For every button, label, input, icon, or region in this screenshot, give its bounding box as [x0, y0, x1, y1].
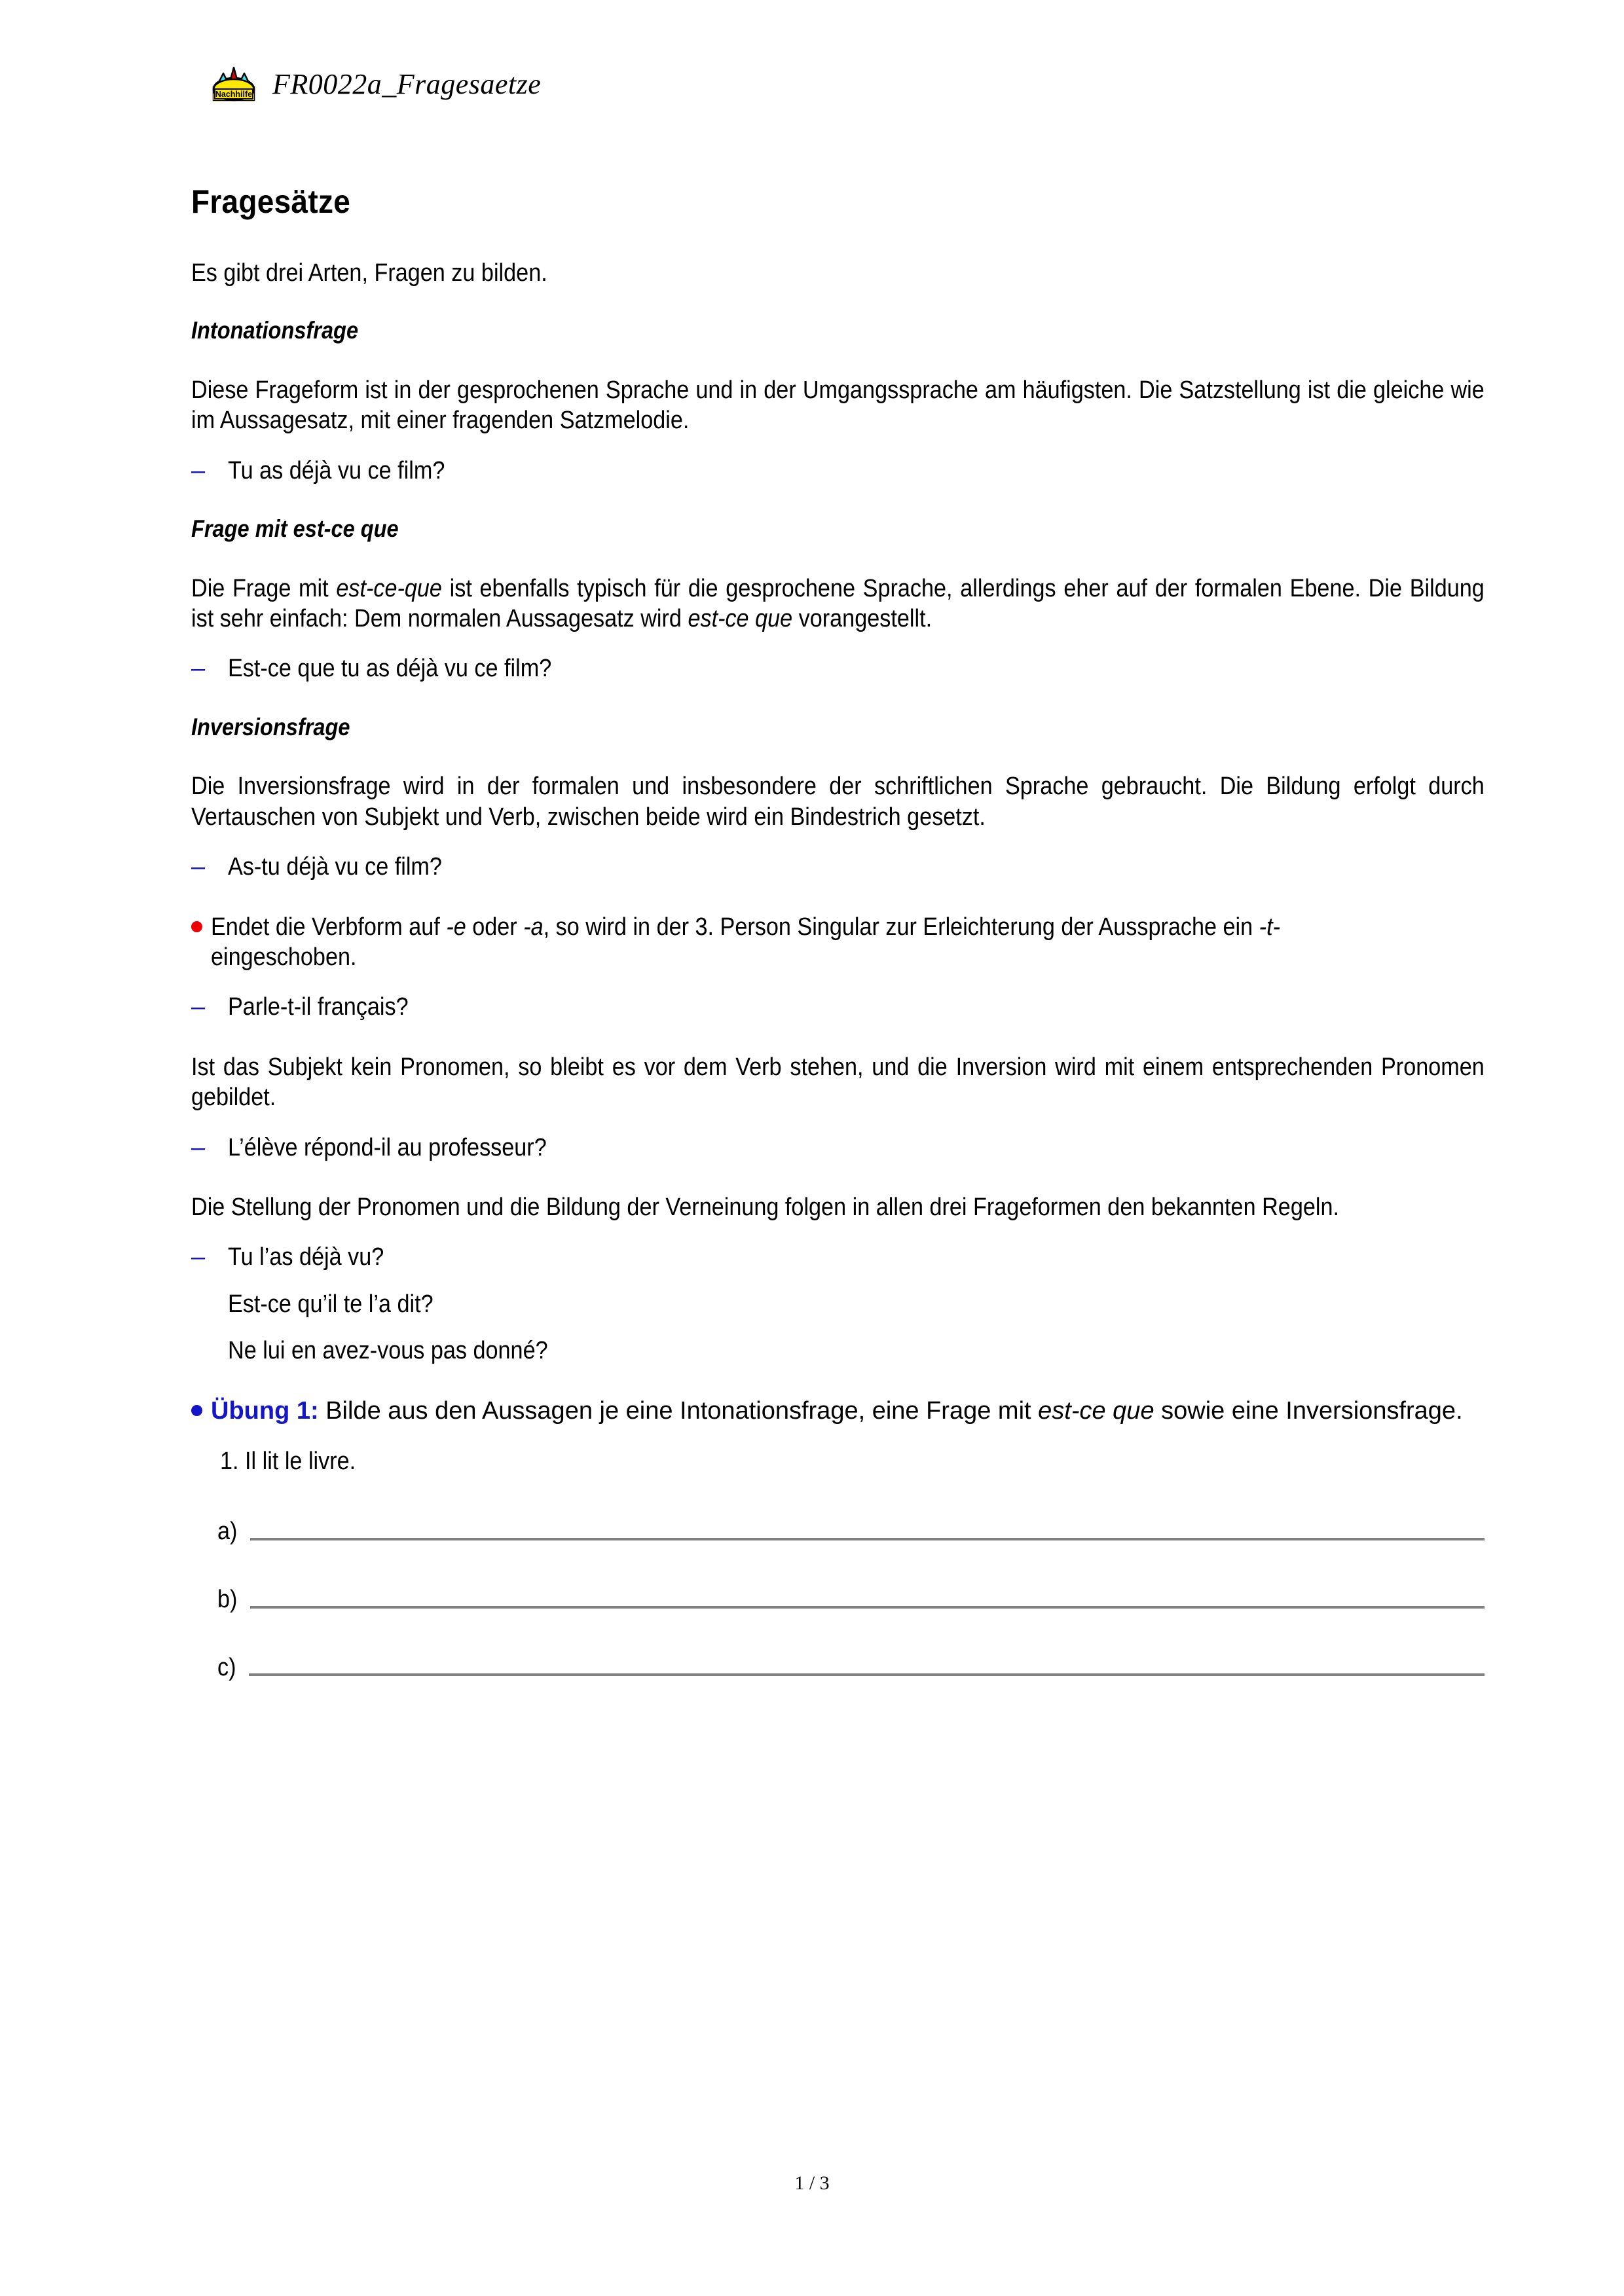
example-list-item [191, 653, 1485, 685]
exercise-question-text: 1. Il lit le livre. [220, 1448, 356, 1476]
answer-row-b[interactable] [217, 1586, 1485, 1614]
rule-segment: eingeschoben. [211, 943, 357, 972]
dash-marker-icon: – [191, 993, 206, 1021]
example-continuation [228, 1289, 1485, 1321]
nachhilfe-logo-icon [210, 63, 258, 105]
paragraph-intonationsfrage: Diese Frageform ist in der gesprochenen Sprache und in der Umgangssprache am häufigsten. Die Satzstellung ist die gleiche wie im Aussagesatz, mit einer fragenden Satzmelodie. [191, 376, 1485, 435]
paragraph-est-ce-que [191, 574, 1485, 634]
document-header-title: FR0022a_Fragesaetze [272, 67, 542, 100]
heading-frage-mit-est-ce-que: Frage mit est-ce que [191, 515, 399, 543]
dash-marker-icon: – [191, 655, 206, 683]
answer-label: a) [217, 1517, 238, 1545]
exercise-label: Übung 1: [211, 1396, 319, 1425]
example-text: Tu as déjà vu ce film? [228, 456, 445, 484]
rule-segment: Endet die Verbform auf [211, 913, 447, 941]
dash-marker-icon: – [191, 456, 206, 484]
paragraph-italic-term: est-ce-que [336, 574, 442, 602]
example-text: Est-ce que tu as déjà vu ce film? [228, 655, 552, 683]
example-continuation [228, 1336, 1485, 1367]
dash-marker-icon: – [191, 1243, 206, 1271]
dash-marker-icon: – [191, 1133, 206, 1161]
example-text: Tu l’as déjà vu? [228, 1243, 384, 1271]
document-header [210, 63, 541, 105]
answer-label: b) [217, 1585, 238, 1613]
exercise-segment: Bilde aus den Aussagen je eine Intonationsfrage, eine Frage mit [318, 1396, 1039, 1425]
rule-text [211, 912, 1357, 973]
paragraph-subject-rule: Ist das Subjekt kein Pronomen, so bleibt es vor dem Verb stehen, und die Inversion wird mit einem entsprechenden Pronomen gebildet. [191, 1053, 1485, 1112]
heading-intonationsfrage: Intonationsfrage [191, 317, 359, 344]
dash-marker-icon: – [191, 853, 206, 881]
paragraph-italic-term: est-ce que [688, 605, 793, 633]
heading-inversionsfrage: Inversionsfrage [191, 713, 350, 740]
logo-label-text: Nachhilfe [215, 90, 253, 99]
example-list-item [191, 456, 1485, 487]
page-footer [0, 2172, 1624, 2195]
example-text: L’élève répond-il au professeur? [228, 1133, 547, 1161]
exercise-instructions [211, 1396, 1485, 1427]
example-text: Est-ce qu’il te l’a dit? [228, 1290, 434, 1318]
example-list-item [191, 1133, 1485, 1164]
answer-row-a[interactable] [217, 1518, 1485, 1546]
example-text: As-tu déjà vu ce film? [228, 853, 442, 881]
answer-write-line[interactable] [249, 1673, 1485, 1676]
page-number: 1 / 3 [794, 2172, 830, 2194]
intro-paragraph: Es gibt drei Arten, Fragen zu bilden. [191, 259, 547, 287]
paragraph-inversionsfrage: Die Inversionsfrage wird in der formalen und insbesondere der schriftlichen Sprache gebraucht. Die Bildung erfolgt durch Vertauschen von Subjekt und Verb, zwischen beide wird ein Bindestrich gesetzt. [191, 773, 1485, 831]
example-text: Ne lui en avez-vous pas donné? [228, 1337, 548, 1365]
rule-segment: , so wird in der 3. Person Singular zur Erleichterung der Aussprache ein [543, 913, 1259, 941]
exercise-segment: sowie eine Inversionsfrage. [1154, 1396, 1463, 1425]
page-title: Fragesätze [191, 183, 351, 220]
example-text: Parle-t-il français? [228, 993, 409, 1021]
example-list-item [191, 852, 1485, 883]
example-list-item [191, 992, 1485, 1023]
answer-label: c) [217, 1653, 236, 1681]
rule-bullet-item [191, 912, 1485, 973]
exercise-italic-term: est-ce que [1038, 1396, 1154, 1425]
document-body [191, 183, 1485, 1681]
rule-segment: oder [466, 913, 524, 941]
answer-write-line[interactable] [250, 1538, 1485, 1540]
exercise-block [191, 1396, 1485, 1427]
blue-bullet-icon [191, 1396, 211, 1416]
answer-row-c[interactable] [217, 1654, 1485, 1682]
exercise-question-1 [220, 1446, 1485, 1478]
rule-italic-term: -e [446, 913, 466, 941]
rule-italic-term: -a [523, 913, 544, 941]
red-bullet-icon [191, 912, 211, 932]
paragraph-segment: ist ebenfalls typisch für die gesprochene Sprache, allerdings eher auf der formalen Ebene. Die Bildung ist sehr einfach: Dem normalen Aussagesatz wird [191, 574, 1485, 633]
paragraph-segment: Die Frage mit [191, 574, 337, 602]
example-list-item [191, 1242, 1485, 1273]
paragraph-segment: vorangestellt. [792, 605, 932, 633]
rule-italic-term: -t- [1259, 913, 1280, 941]
paragraph-pronoun-rule: Die Stellung der Pronomen und die Bildung der Verneinung folgen in allen drei Frageformen den bekannten Regeln. [191, 1194, 1339, 1222]
answer-write-line[interactable] [250, 1606, 1485, 1609]
